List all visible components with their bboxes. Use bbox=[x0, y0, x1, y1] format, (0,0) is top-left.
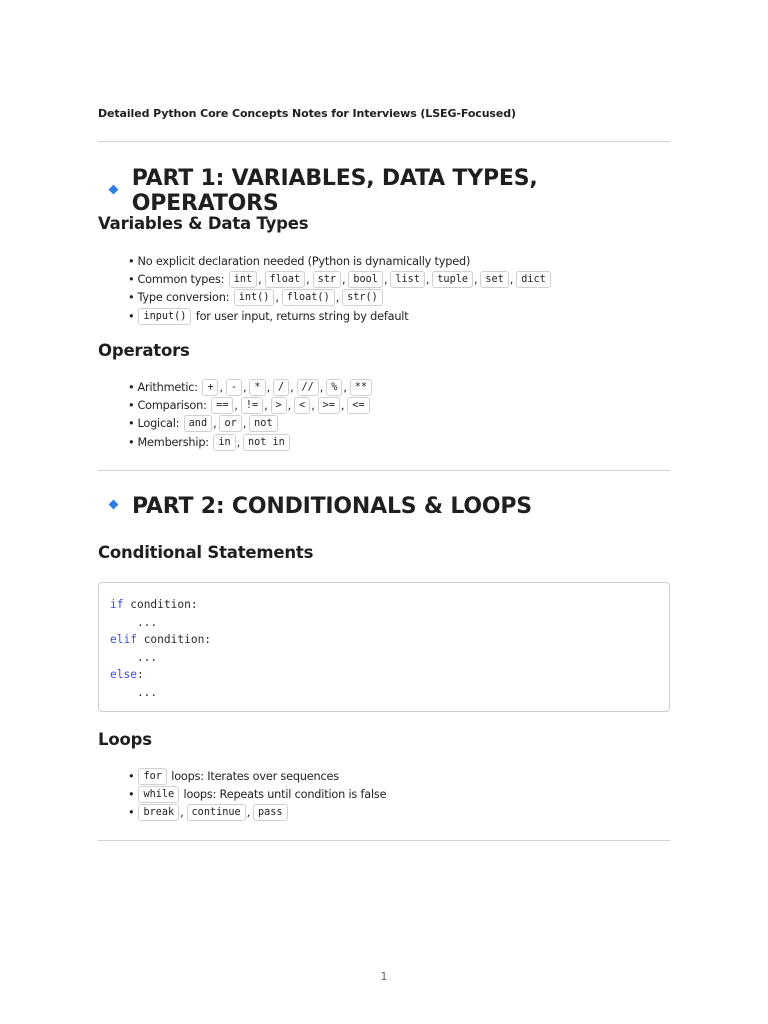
code-op: == bbox=[211, 397, 233, 414]
list-item: • Type conversion: int() , float() , str() bbox=[128, 289, 552, 307]
divider bbox=[98, 470, 670, 471]
operators-heading: Operators bbox=[98, 341, 190, 360]
code-float-fn: float() bbox=[282, 289, 335, 306]
part2-heading-text: PART 2: CONDITIONALS & LOOPS bbox=[132, 494, 532, 519]
loops-heading: Loops bbox=[98, 730, 152, 749]
code-op: >= bbox=[318, 397, 340, 414]
code-op: in bbox=[213, 434, 235, 451]
code-op: / bbox=[273, 379, 289, 396]
code-op: % bbox=[326, 379, 342, 396]
variables-list bbox=[128, 252, 552, 325]
list-item: • Common types: int , float , str , bool , list , tuple , set , dict bbox=[128, 270, 552, 288]
operators-list bbox=[128, 378, 373, 451]
divider bbox=[98, 141, 670, 142]
part1-heading-text: PART 1: VARIABLES, DATA TYPES, OPERATORS bbox=[131, 166, 538, 216]
code-op: ** bbox=[350, 379, 372, 396]
list-item: • while loops: Repeats until condition is false bbox=[128, 787, 387, 801]
code-break: break bbox=[138, 804, 179, 821]
list-item: • break , continue , pass bbox=[128, 804, 386, 822]
part1-heading bbox=[110, 166, 670, 216]
list-item: • for loops: Iterates over sequences bbox=[128, 769, 339, 783]
code-op: and bbox=[184, 415, 212, 432]
code-continue: continue bbox=[187, 804, 246, 821]
list-item: • Membership: in , not in bbox=[128, 433, 373, 451]
code-str: str bbox=[313, 271, 341, 288]
code-str-fn: str() bbox=[342, 289, 383, 306]
list-item: • Arithmetic: + , - , * , / , // , % , ** bbox=[128, 378, 373, 396]
code-for: for bbox=[138, 768, 166, 785]
list-item: • Logical: and , or , not bbox=[128, 415, 373, 433]
code-tuple: tuple bbox=[432, 271, 473, 288]
code-block-content: if condition: ... elif condition: ... else: ... bbox=[110, 598, 212, 699]
code-op: - bbox=[226, 379, 242, 396]
code-op: <= bbox=[347, 397, 369, 414]
code-op: < bbox=[294, 397, 310, 414]
code-op: or bbox=[219, 415, 241, 432]
code-bool: bool bbox=[348, 271, 383, 288]
loops-list bbox=[128, 767, 386, 822]
code-float: float bbox=[265, 271, 306, 288]
code-op: * bbox=[249, 379, 265, 396]
code-op: > bbox=[271, 397, 287, 414]
code-int-fn: int() bbox=[234, 289, 275, 306]
code-list: list bbox=[390, 271, 425, 288]
part2-heading bbox=[110, 494, 532, 519]
code-op: != bbox=[241, 397, 263, 414]
code-set: set bbox=[480, 271, 508, 288]
code-while: while bbox=[138, 786, 179, 803]
code-pass: pass bbox=[253, 804, 288, 821]
page-number: 1 bbox=[380, 970, 388, 983]
code-op: + bbox=[202, 379, 218, 396]
variables-heading: Variables & Data Types bbox=[98, 214, 309, 233]
list-item: • Comparison: == , != , > , < , >= , <= bbox=[128, 396, 373, 414]
divider bbox=[98, 840, 670, 841]
code-block bbox=[98, 582, 670, 712]
diamond-bullet-icon bbox=[109, 184, 119, 194]
code-op: not in bbox=[243, 434, 290, 451]
code-input-fn: input() bbox=[138, 308, 191, 325]
document-title: Detailed Python Core Concepts Notes for Interviews (LSEG-Focused) bbox=[98, 107, 516, 120]
diamond-bullet-icon bbox=[109, 500, 119, 510]
list-item: • No explicit declaration needed (Python is dynamically typed) bbox=[128, 254, 471, 268]
code-dict: dict bbox=[516, 271, 551, 288]
code-op: // bbox=[297, 379, 319, 396]
code-op: not bbox=[249, 415, 277, 432]
code-int: int bbox=[229, 271, 257, 288]
conditionals-heading: Conditional Statements bbox=[98, 543, 314, 562]
list-item: • input() for user input, returns string by default bbox=[128, 309, 409, 323]
